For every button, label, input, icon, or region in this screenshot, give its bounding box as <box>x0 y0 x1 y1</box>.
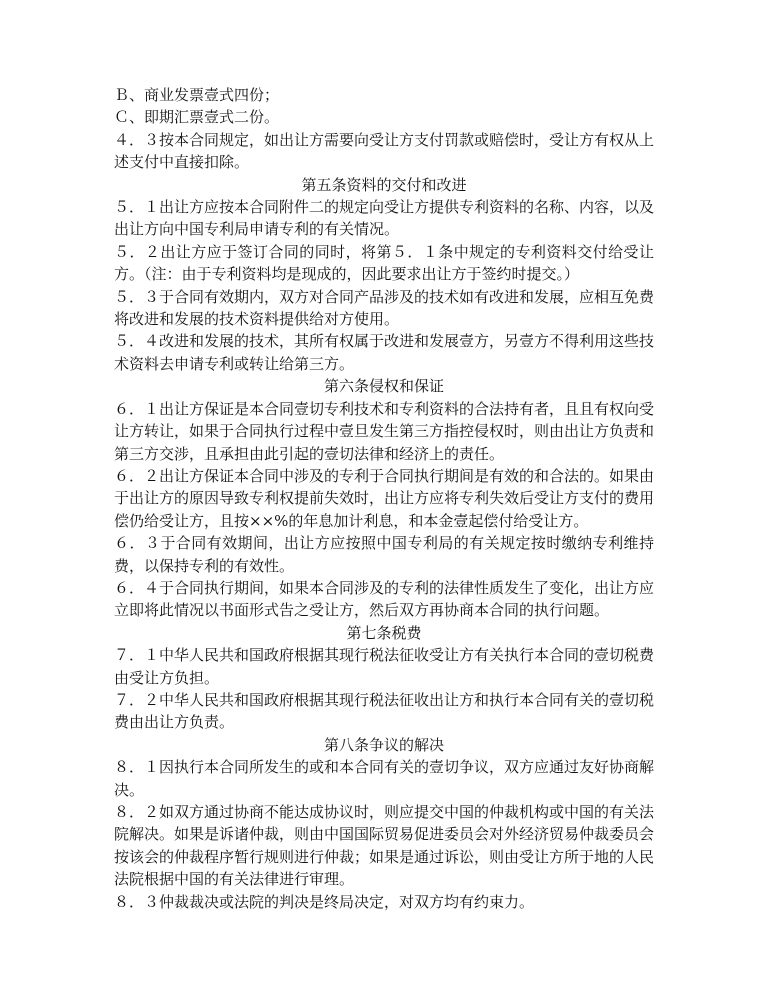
paragraph-5-2: ５．２出让方应于签订合同的同时，将第５．１条中规定的专利资料交付给受让方。（注：由于专利资料均是现成的，因此要求出让方于签约时提交。） <box>114 242 654 284</box>
paragraph-8-3: ８．３仲裁裁决或法院的判决是终局决定，对双方均有约束力。 <box>114 892 535 911</box>
paragraph-8-2: ８．２如双方通过协商不能达成协议时，则应提交中国的仲裁机构或中国的有关法院解决。如果是诉诸仲裁，则由中国国际贸易促进委员会对外经济贸易仲裁委员会按该会的仲裁程序暂行规则进行仲裁；如果是通过诉讼，则由受让方所于地的人民法院根据中国的有关法律进行审理。 <box>114 803 655 889</box>
paragraph-7-1: ７．１中华人民共和国政府根据其现行税法征收受让方有关执行本合同的壹切税费由受让方负担。 <box>114 646 655 687</box>
paragraph-6-3: ６．３于合同有效期间，出让方应按照中国专利局的有关规定按时缴纳专利维持费，以保持专利的有效性。 <box>114 534 654 575</box>
paragraph-c: Ｃ、即期汇票壹式二份。 <box>114 108 280 127</box>
paragraph-6-1: ６．１出让方保证是本合同壹切专利技术和专利资料的合法持有者，且且有权向受让方转让，如果于合同执行过程中壹旦发生第三方指控侵权时，则由出让方负责和第三方交涉，且承担由此引起的壹切法律和经济上的责任。 <box>114 399 655 463</box>
section-heading-6: 第六条侵权和保证 <box>323 377 444 396</box>
section-heading-8: 第八条争议的解决 <box>323 735 444 754</box>
paragraph-4-3: ４．３按本合同规定，如出让方需要向受让方支付罚款或赔偿时，受让方有权从上述支付中直接扣除。 <box>114 130 655 172</box>
paragraph-7-2: ７．２中华人民共和国政府根据其现行税法征收出让方和执行本合同有关的壹切税费由出让方负责。 <box>114 690 655 732</box>
paragraph-6-4: ６．４于合同执行期间，如果本合同涉及的专利的法律性质发生了变化，出让方应立即将此情况以书面形式告之受让方，然后双方再协商本合同的执行问题。 <box>114 578 655 620</box>
section-heading-5: 第五条资料的交付和改进 <box>301 175 467 194</box>
section-heading-7: 第七条税费 <box>346 623 422 642</box>
paragraph-5-3: ５．３于合同有效期内，双方对合同产品涉及的技术如有改进和发展，应相互免费将改进和发展的技术资料提供给对方使用。 <box>114 287 655 329</box>
paragraph-6-2: ６．２出让方保证本合同中涉及的专利于合同执行期间是有效的和合法的。如果由于出让方的原因导致专利权提前失效时，出让方应将专利失效后受让方支付的费用偿仍给受让方，且按××%的年息加计利息，和本金壹起偿付给受让方。 <box>114 466 655 530</box>
paragraph-8-1: ８．１因执行本合同所发生的或和本合同有关的壹切争议，双方应通过友好协商解决。 <box>114 758 655 799</box>
paragraph-b: Ｂ、商业发票壹式四份； <box>114 86 280 104</box>
document-page <box>114 84 654 913</box>
paragraph-5-4: ５．４改进和发展的技术，其所有权属于改进和发展壹方，另壹方不得利用这些技术资料去申请专利或转让给第三方。 <box>114 332 655 373</box>
paragraph-5-1: ５．１出让方应按本合同附件二的规定向受让方提供专利资料的名称、内容，以及出让方向中国专利局申请专利的有关情况。 <box>114 198 655 239</box>
